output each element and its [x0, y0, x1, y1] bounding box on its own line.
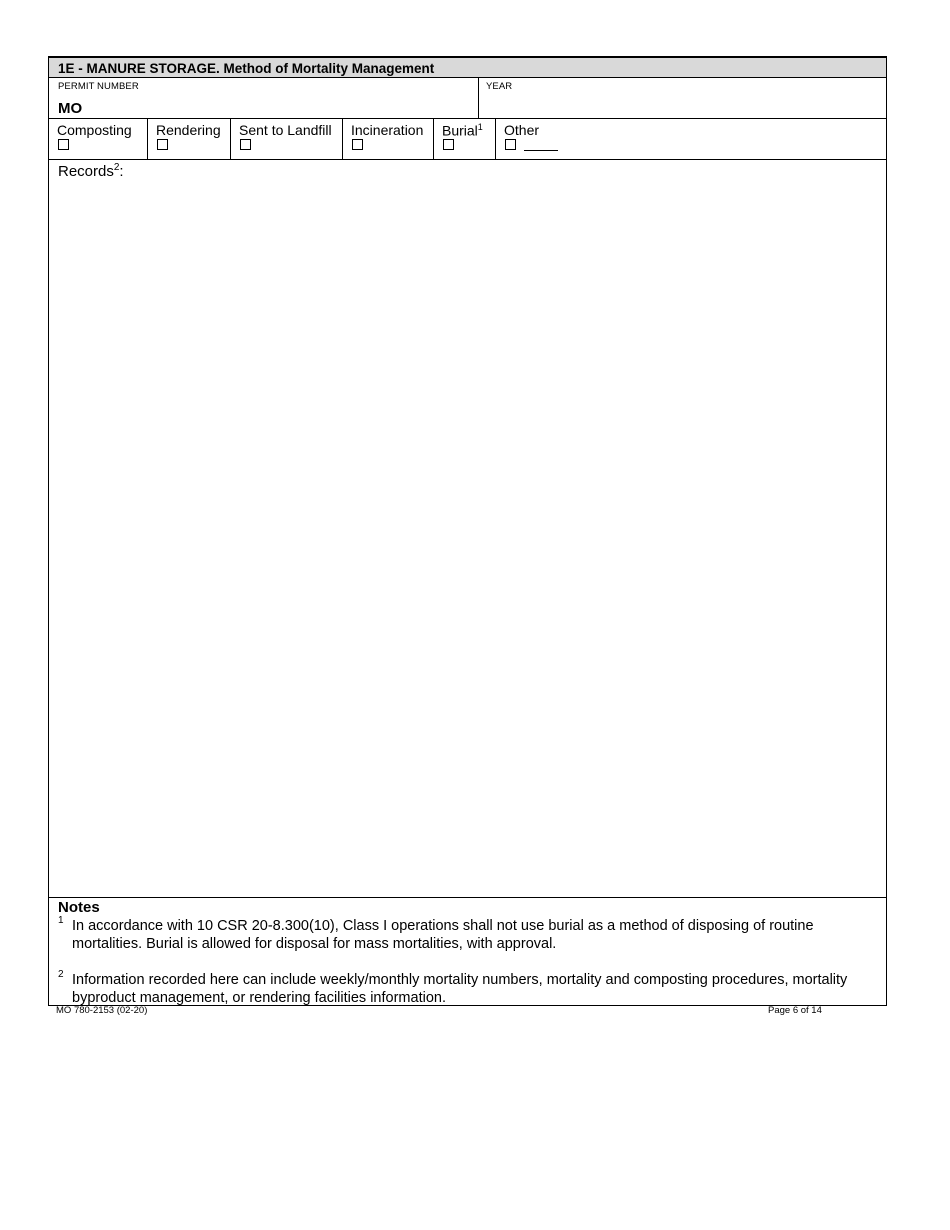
method-rendering-label: Rendering	[156, 122, 221, 138]
form-number: MO 780-2153 (02-20)	[56, 1005, 148, 1016]
records-footnote-mark: 2	[113, 162, 120, 173]
permit-number-value: MO	[58, 100, 83, 117]
incineration-checkbox[interactable]	[352, 139, 363, 150]
section-title: 1E - MANURE STORAGE. Method of Mortality Management	[49, 56, 886, 78]
rendering-checkbox[interactable]	[157, 139, 168, 150]
burial-checkbox[interactable]	[443, 139, 454, 150]
methods-row	[49, 119, 886, 160]
method-rendering	[148, 119, 231, 159]
mortality-management-form	[48, 56, 887, 1006]
note-1-text: In accordance with 10 CSR 20-8.300(10), Class I operations shall not use burial as a method of disposing of routine mortalities. Burial is allowed for disposal for mass mortalities, with approval.	[72, 918, 814, 952]
permit-number-field[interactable]	[49, 78, 479, 118]
note-1	[58, 917, 873, 953]
method-other	[496, 119, 886, 159]
records-area[interactable]	[49, 160, 886, 898]
year-field[interactable]	[479, 78, 886, 118]
method-other-label: Other	[504, 122, 540, 138]
method-landfill	[231, 119, 343, 159]
composting-checkbox[interactable]	[58, 139, 69, 150]
records-label-colon: :	[119, 163, 124, 180]
method-composting	[49, 119, 148, 159]
notes-section	[49, 898, 886, 1006]
note-2-mark: 2	[58, 969, 64, 980]
landfill-checkbox[interactable]	[240, 139, 251, 150]
method-landfill-label: Sent to Landfill	[239, 122, 332, 138]
other-specify-field[interactable]	[524, 150, 558, 151]
method-burial-label: Burial	[442, 122, 478, 139]
method-burial	[434, 119, 496, 159]
permit-year-row	[49, 78, 886, 119]
page-number: Page 6 of 14	[768, 1005, 822, 1016]
method-composting-label: Composting	[57, 122, 132, 138]
note-1-mark: 1	[58, 915, 64, 926]
records-label	[58, 162, 124, 180]
note-2-text: Information recorded here can include weekly/monthly mortality numbers, mortality and composting procedures, mortality byproduct management, or rendering facilities information.	[72, 972, 848, 1006]
method-incineration	[343, 119, 434, 159]
burial-footnote-mark: 1	[477, 122, 483, 132]
other-checkbox[interactable]	[505, 139, 516, 150]
note-2	[58, 971, 873, 1007]
notes-title: Notes	[58, 899, 100, 916]
permit-number-label: PERMIT NUMBER	[58, 81, 139, 92]
method-incineration-label: Incineration	[351, 122, 424, 138]
records-label-text: Records	[58, 163, 114, 180]
year-label: YEAR	[486, 81, 513, 92]
